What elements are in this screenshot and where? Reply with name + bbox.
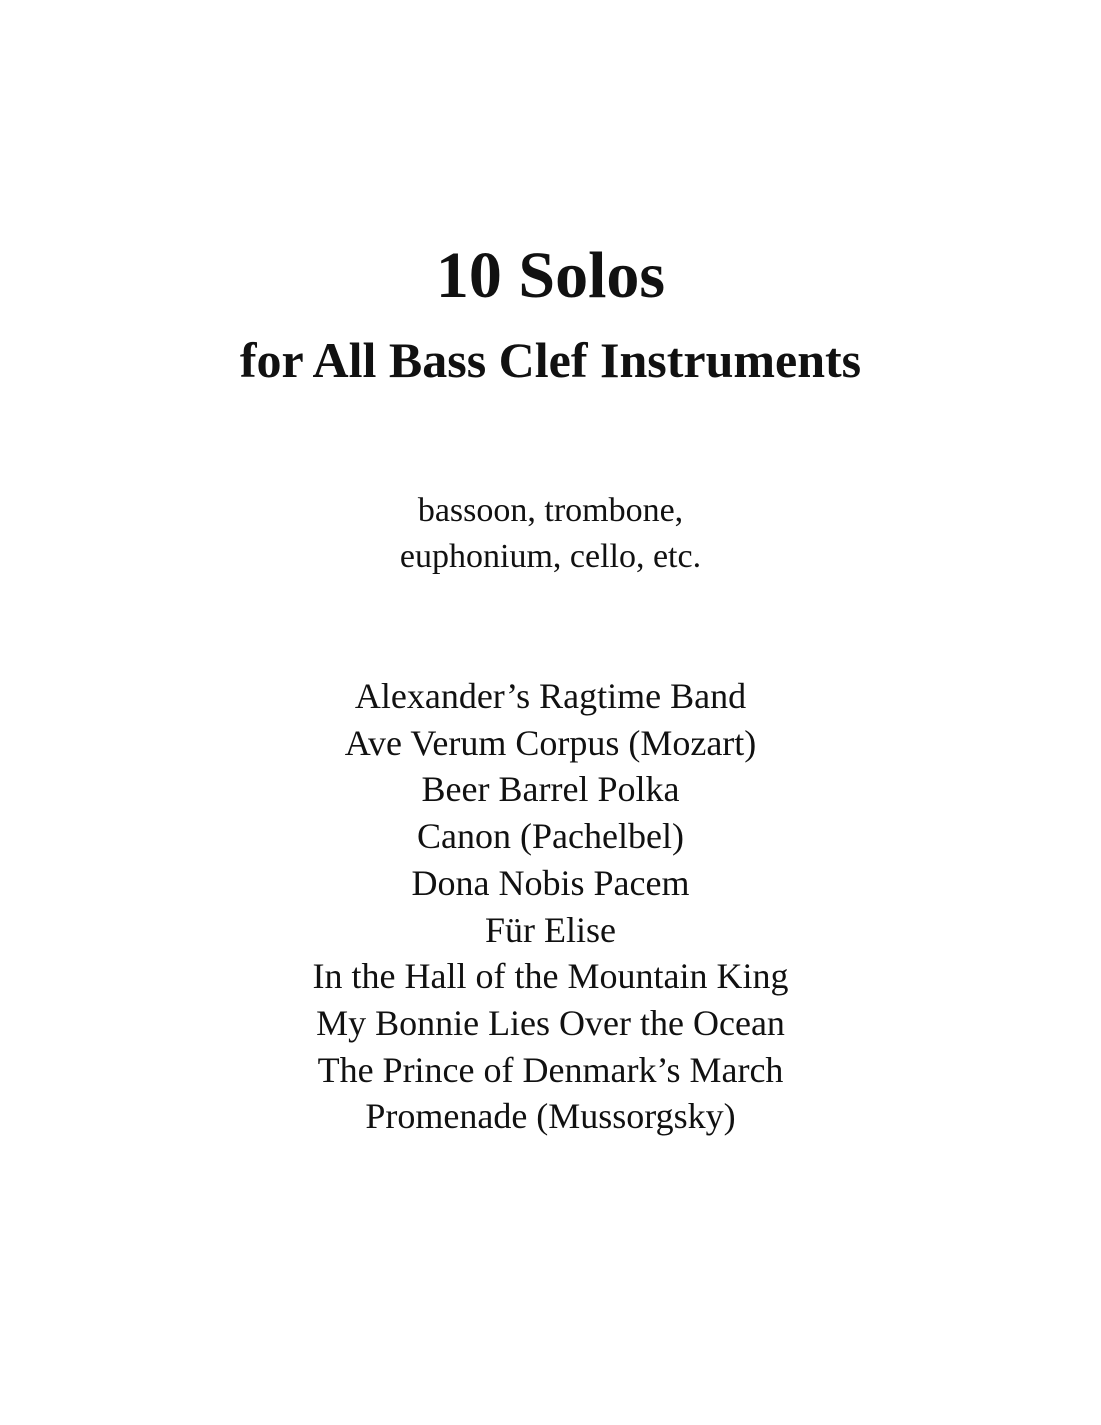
song-list: [0, 673, 1101, 1140]
instrument-line: bassoon, trombone,: [417, 492, 684, 529]
song-title: Alexander’s Ragtime Band: [354, 676, 747, 716]
instrument-line: euphonium, cello, etc.: [399, 538, 702, 575]
page-subtitle: for All Bass Clef Instruments: [239, 332, 862, 388]
song-title: Ave Verum Corpus (Mozart): [344, 722, 757, 763]
song-title: My Bonnie Lies Over the Ocean: [316, 1002, 785, 1043]
song-title: The Prince of Denmark’s March: [317, 1049, 784, 1090]
song-title: Beer Barrel Polka: [421, 769, 680, 810]
song-title: Canon (Pachelbel): [417, 816, 684, 857]
song-title: Dona Nobis Pacem: [411, 862, 690, 903]
song-title: Für Elise: [485, 909, 616, 950]
page-title: 10 Solos: [435, 239, 666, 312]
song-title: In the Hall of the Mountain King: [312, 956, 789, 997]
instrument-list: [0, 488, 1101, 580]
song-title: Promenade (Mussorgsky): [365, 1096, 736, 1137]
